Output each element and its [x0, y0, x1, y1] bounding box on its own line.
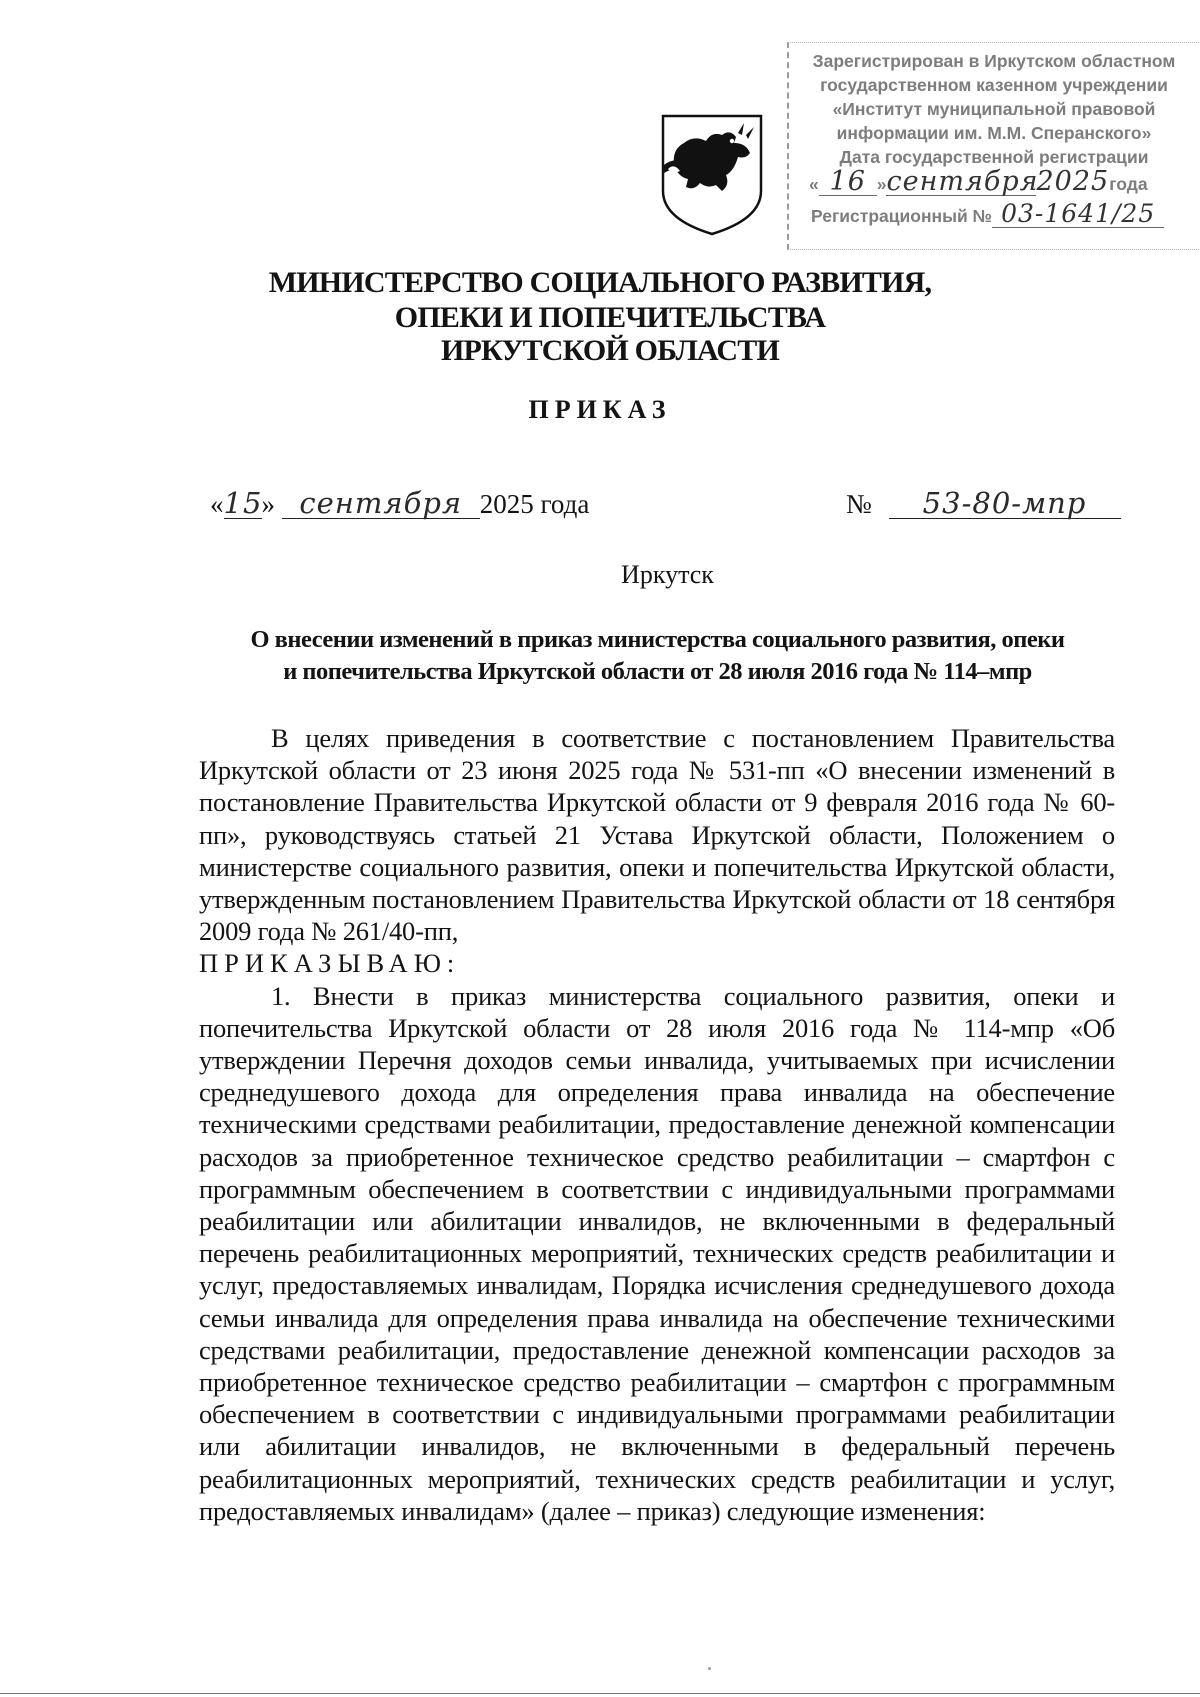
order-subject: [195, 624, 1120, 688]
city-name: Иркутск: [621, 560, 714, 589]
order-number: [846, 488, 1121, 520]
order-body: [199, 722, 1115, 1527]
date-month: сентября: [282, 488, 480, 519]
stamp-open-quote: «: [809, 174, 819, 194]
item-1-paragraph: 1. Внести в приказ министерства социального развития, опеки и попечительства Иркутской области от 28 июля 2016 года № 114-мпр «Об утверждении Перечня доходов семьи инвалида, учитываемых при исчислении среднедушевого дохода для определения права инвалида на обеспечение техническими средствами реабилитации, предоставление денежной компенсации расходов за приобретенное техническое средство реабилитации – смартфон с программным обеспечением в соответствии с индивидуальными программами реабилитации или абилитации инвалидов, не включенными в федеральный перечень реабилитационных мероприятий, технических средств реабилитации и услуг, предоставляемых инвалидам, Порядка исчисления среднедушевого дохода семьи инвалида для определения права инвалида на обеспечение техническими средствами реабилитации, предоставление денежной компенсации расходов за приобретенное техническое средство реабилитации – смартфон с программным обеспечением в соответствии с индивидуальными программами реабилитации или абилитации инвалидов, не включенными в федеральный перечень реабилитационных мероприятий, технических средств реабилитации и услуг, предоставляемых инвалидам» (далее – приказ) следующие изменения:: [199, 980, 1115, 1526]
date-day: 15: [223, 486, 263, 520]
stamp-line-5: Дата государственной регистрации: [839, 147, 1149, 167]
preamble-paragraph: В целях приведения в соответствие с постановлением Правительства Иркутской области от 23 июня 2025 года № 531-пп «О внесении изменений в постановление Правительства Иркутской области от 9 февраля 2016 года № 60-пп», руководствуясь статьей 21 Устава Иркутской области, Положением о министерстве социального развития, опеки и попечительства Иркутской области, утвержденным постановлением Правительства Иркутской области от 18 сентября 2009 года № 261/40-пп,: [199, 723, 1115, 947]
stamp-close-quote: »: [876, 174, 887, 194]
date-open-quote: «: [210, 489, 224, 519]
subject-line-2: и попечительства Иркутской области от 28 июля 2016 года № 114–мпр: [283, 658, 1032, 685]
stamp-line-1: Зарегистрирован в Иркутском областном: [812, 51, 1176, 71]
decree-word: ПРИКАЗЫВАЮ:: [199, 948, 461, 979]
order-date: [210, 488, 589, 520]
stamp-line-4: информации им. М.М. Сперанского»: [836, 123, 1152, 143]
stamp-year: 2025: [1036, 166, 1110, 197]
subject-line-1: О внесении изменений в приказ министерства социального развития, опеки: [250, 626, 1065, 653]
document-type: ПРИКАЗ: [528, 395, 672, 424]
registration-stamp: [787, 42, 1199, 250]
stamp-line-3: «Институт муниципальной правовой: [832, 99, 1156, 119]
number-label: №: [846, 489, 872, 519]
stamp-reg-number: 03-1641/25: [992, 201, 1164, 228]
stamp-month: сентября: [886, 166, 1039, 197]
ministry-name-line-1: МИНИСТЕРСТВО СОЦИАЛЬНОГО РАЗВИТИЯ,: [268, 266, 932, 299]
page-bottom-rule: [0, 1693, 1200, 1694]
ministry-name-line-3: ИРКУТСКОЙ ОБЛАСТИ: [440, 334, 780, 367]
stamp-date-line: [789, 166, 1199, 199]
date-close-quote: »: [261, 489, 275, 519]
stamp-line-2: государственном казенном учреждении: [820, 75, 1168, 95]
stamp-year-suffix: года: [1109, 174, 1148, 194]
ministry-name-line-2: ОПЕКИ И ПОПЕЧИТЕЛЬСТВА: [394, 301, 826, 334]
coat-of-arms-icon: [660, 113, 764, 237]
date-year: 2025 года: [479, 489, 590, 519]
stamp-reg-label: Регистрационный №: [811, 206, 993, 226]
stamp-reg-line: [789, 201, 1199, 231]
stamp-day: 16: [819, 169, 877, 196]
number-value: 53-80-мпр: [889, 488, 1121, 519]
scan-speck: [708, 1667, 711, 1670]
